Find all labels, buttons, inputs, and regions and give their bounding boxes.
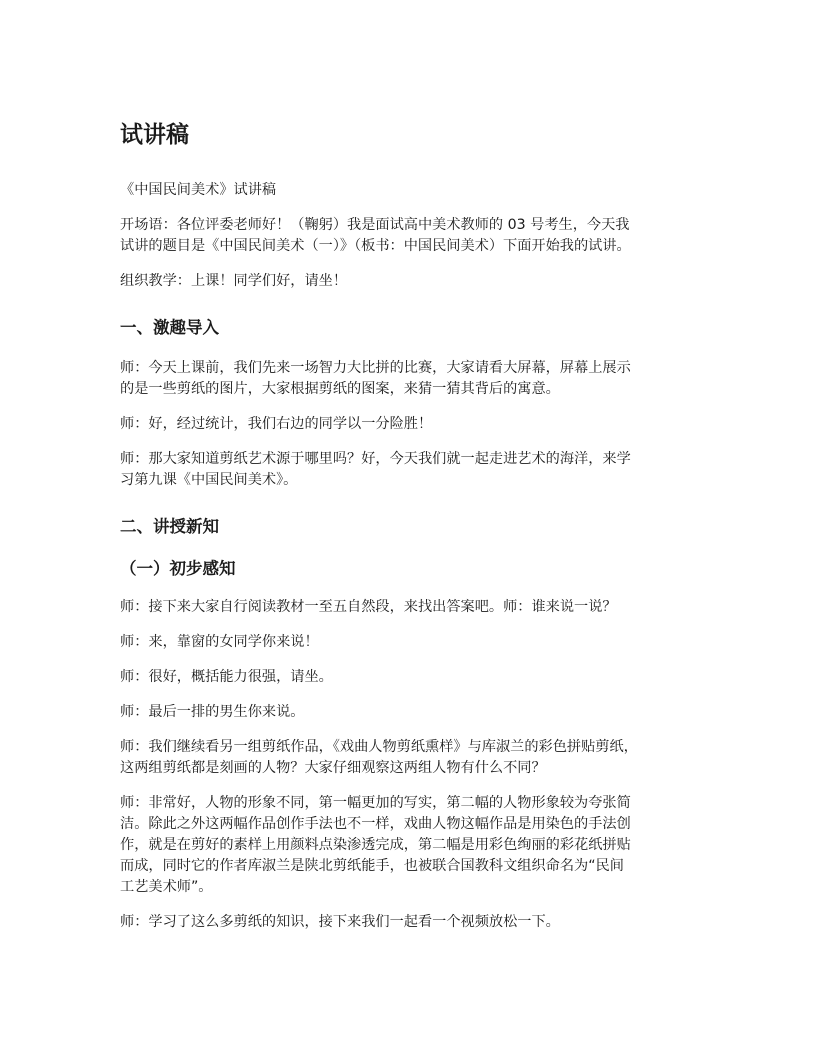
paragraph: 师：接下来大家自行阅读教材一至五自然段，来找出答案吧。师：谁来说一说？ xyxy=(120,599,617,615)
document-title: 试讲稿 xyxy=(120,122,189,148)
section-heading-intro: 一、激趣导入 xyxy=(120,318,219,337)
subsection-heading-perception: （一）初步感知 xyxy=(120,559,236,578)
document-subtitle: 《中国民间美术》试讲稿 xyxy=(120,182,277,198)
paragraph: 师：很好，概括能力很强，请坐。 xyxy=(120,669,333,685)
opening-paragraph: 开场语：各位评委老师好！（鞠躬）我是面试高中美术教师的 03 号考生，今天我 试讲的题目是《中国民间美术（一）》（板书：中国民间美术）下面开始我的试讲。 xyxy=(120,217,631,254)
paragraph: 师：学习了这么多剪纸的知识，接下来我们一起看一个视频放松一下。 xyxy=(120,914,560,930)
section-heading-new-knowledge: 二、讲授新知 xyxy=(120,517,219,536)
paragraph: 师：来，靠窗的女同学你来说！ xyxy=(120,634,319,650)
organize-paragraph: 组织教学：上课！同学们好，请坐！ xyxy=(120,273,348,289)
paragraph: 师：非常好，人物的形象不同，第一幅更加的写实，第二幅的人物形象较为夸张简 洁。除此之外这两幅作品创作手法也不一样，戏曲人物这幅作品是用染色的手法创 作，就是在剪好的素样上用颜料点染渗透完成，第二幅是用彩色绚丽的彩花纸拼贴 而成，同时它的作者库淑兰是陕北剪纸能手，也被联合国教科文组织命名为“民间 工艺美术师”。 xyxy=(120,795,631,895)
paragraph: 师：我们继续看另一组剪纸作品，《戏曲人物剪纸熏样》与库淑兰的彩色拼贴剪纸， 这两组剪纸都是刻画的人物？大家仔细观察这两组人物有什么不同？ xyxy=(120,739,638,776)
paragraph: 师：最后一排的男生你来说。 xyxy=(120,704,305,720)
paragraph: 师：今天上课前，我们先来一场智力大比拼的比赛，大家请看大屏幕，屏幕上展示 的是一些剪纸的图片，大家根据剪纸的图案，来猜一猜其背后的寓意。 xyxy=(120,360,631,397)
paragraph: 师：那大家知道剪纸艺术源于哪里吗？好，今天我们就一起走进艺术的海洋，来学 习第九课《中国民间美术》。 xyxy=(120,451,631,488)
document-page xyxy=(120,118,720,947)
paragraph: 师：好，经过统计，我们右边的同学以一分险胜！ xyxy=(120,416,433,432)
